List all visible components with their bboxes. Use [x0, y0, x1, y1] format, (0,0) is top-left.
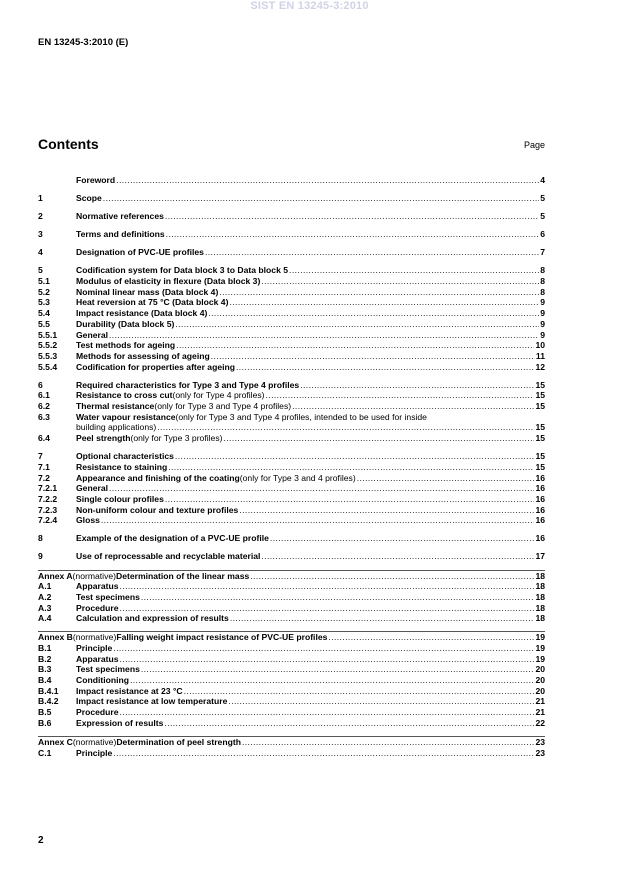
- toc-entry-title: Codification for properties after ageing: [76, 361, 236, 372]
- toc-entry-page: 8: [540, 265, 545, 276]
- toc-entry-page: 6: [540, 229, 545, 240]
- dot-leader: [328, 632, 534, 643]
- toc-entry-page: 16: [535, 515, 545, 526]
- toc-entry-title: Conditioning: [76, 675, 129, 686]
- dot-leader: [165, 494, 535, 505]
- toc-entry[interactable]: [38, 664, 545, 675]
- toc-entry-title: Test specimens: [76, 591, 140, 602]
- toc-entry-number: 6: [38, 379, 43, 390]
- dot-leader: [205, 247, 539, 258]
- toc-entry-page: 16: [535, 504, 545, 515]
- toc-entry-number: 7.2.1: [38, 483, 58, 494]
- toc-entry-number: B.4.2: [38, 696, 59, 707]
- toc-entry-title: Single colour profiles: [76, 493, 164, 504]
- toc-entry-title: Calculation and expression of results: [76, 613, 229, 624]
- dot-leader: [228, 696, 534, 707]
- toc-entry-number: A.1: [38, 581, 52, 592]
- toc-entry-title: Example of the designation of a PVC-UE profile: [76, 533, 269, 544]
- toc-entry[interactable]: [38, 175, 545, 186]
- toc-entry[interactable]: [38, 515, 545, 526]
- toc-entry-number: B.1: [38, 643, 52, 654]
- toc-entry-page: 5: [540, 193, 545, 204]
- toc-entry-page: 18: [535, 581, 545, 592]
- toc-entry[interactable]: [38, 551, 545, 562]
- toc-entry[interactable]: [38, 433, 545, 444]
- toc-entry-number: 3: [38, 229, 43, 240]
- dot-leader: [208, 308, 539, 319]
- dot-leader: [184, 686, 535, 697]
- toc-entry-title: Use of reprocessable and recyclable material: [76, 551, 261, 562]
- toc-entry-title: General: [76, 329, 109, 340]
- toc-entry[interactable]: [38, 297, 545, 308]
- toc-entry-number: 7.2.2: [38, 493, 58, 504]
- dot-leader: [270, 533, 535, 544]
- toc-entry-title: Durability (Data block 5): [76, 318, 175, 329]
- toc-entry[interactable]: [38, 401, 545, 412]
- toc-entry-page: 19: [535, 653, 545, 664]
- toc-entry-page: 10: [535, 340, 545, 351]
- toc-entry[interactable]: [38, 643, 545, 654]
- toc-entry[interactable]: [38, 287, 545, 298]
- toc-entry-title: Terms and definitions: [76, 229, 165, 240]
- toc-entry[interactable]: [38, 330, 545, 341]
- toc-entry-page: 16: [535, 533, 545, 544]
- toc-entry-page: 15: [535, 461, 545, 472]
- toc-entry-title: Test specimens: [76, 664, 140, 675]
- toc-entry-title: Non-uniform colour and texture profiles: [76, 504, 239, 515]
- toc-entry-title: Methods for assessing of ageing: [76, 350, 210, 361]
- toc-entry[interactable]: [38, 340, 545, 351]
- dot-leader: [242, 737, 534, 748]
- contents-title: Contents: [38, 136, 99, 152]
- dot-leader: [261, 276, 539, 287]
- dot-leader: [113, 748, 534, 759]
- annex-label: Annex C: [38, 736, 73, 747]
- toc-entry-page: 15: [535, 422, 545, 433]
- toc-entry[interactable]: [38, 613, 545, 624]
- toc-entry-title: Apparatus: [76, 581, 119, 592]
- toc-entry-number: 2: [38, 211, 43, 222]
- toc-entry-page: 15: [535, 451, 545, 462]
- dot-leader: [229, 297, 539, 308]
- dot-leader: [101, 515, 535, 526]
- toc-entry-number: 6.2: [38, 401, 50, 412]
- dot-leader: [230, 613, 535, 624]
- toc-entry-title: Falling weight impact resistance of PVC-UE profiles: [116, 632, 328, 643]
- toc-entry-number: A.4: [38, 613, 52, 624]
- toc-entry-page: 15: [535, 433, 545, 444]
- toc-entry-note: (only for Type 3 and 4 profiles): [239, 472, 356, 483]
- toc-entry-number: B.6: [38, 717, 52, 728]
- dot-leader: [223, 433, 534, 444]
- toc-entry-page: 21: [535, 696, 545, 707]
- dot-leader: [250, 571, 534, 582]
- toc-entry-title: Determination of the linear mass: [116, 570, 250, 581]
- dot-leader: [165, 211, 539, 222]
- dot-leader: [168, 462, 534, 473]
- dot-leader: [175, 319, 539, 330]
- toc-entry-number: B.4: [38, 675, 52, 686]
- toc-entry-number: 4: [38, 247, 43, 258]
- toc-entry[interactable]: [38, 390, 545, 401]
- toc-entry-number: 8: [38, 533, 43, 544]
- toc-entry[interactable]: [38, 748, 545, 759]
- dot-leader: [164, 718, 534, 729]
- toc-entry-page: 9: [540, 308, 545, 319]
- toc-entry[interactable]: [38, 718, 545, 729]
- dot-leader: [120, 707, 535, 718]
- toc-entry-page: 15: [535, 390, 545, 401]
- toc-entry-number: 9: [38, 551, 43, 562]
- toc-entry-title: Impact resistance at low temperature: [76, 696, 228, 707]
- toc-entry-note: (only for Type 3 and Type 4 profiles): [154, 401, 292, 412]
- dot-leader: [219, 287, 539, 298]
- toc-entry-number: C.1: [38, 747, 52, 758]
- dot-leader: [236, 362, 534, 373]
- toc-entry-note: building applications): [76, 422, 157, 433]
- dot-leader: [141, 592, 535, 603]
- toc-entry[interactable]: [38, 462, 545, 473]
- toc-entry-number: 5.1: [38, 276, 50, 287]
- toc-entry-title: Determination of peel strength: [116, 736, 241, 747]
- toc-entry[interactable]: [38, 533, 545, 544]
- toc-entry[interactable]: [38, 675, 545, 686]
- toc-entry-title: Test methods for ageing: [76, 340, 176, 351]
- toc-entry-page: 23: [535, 736, 545, 747]
- toc-entry[interactable]: [38, 229, 545, 240]
- toc-entry-title: Water vapour resistance: [76, 411, 176, 422]
- dot-leader: [120, 581, 535, 592]
- toc-entry-page: 20: [535, 664, 545, 675]
- toc-entry-page: 18: [535, 613, 545, 624]
- toc-entry-page: 8: [540, 286, 545, 297]
- dot-leader: [289, 265, 539, 276]
- toc-entry-title: Impact resistance at 23 °C: [76, 685, 183, 696]
- dot-leader: [120, 603, 535, 614]
- toc-entry[interactable]: [38, 412, 545, 423]
- toc-entry[interactable]: [38, 265, 545, 276]
- toc-entry-title: Required characteristics for Type 3 and Type 4 profiles: [76, 379, 300, 390]
- toc-entry[interactable]: [38, 581, 545, 592]
- dot-leader: [261, 551, 534, 562]
- dot-leader: [113, 643, 534, 654]
- toc-entry-number: 5: [38, 265, 43, 276]
- toc-entry-page: 11: [535, 350, 545, 361]
- page-column-label: Page: [523, 140, 545, 150]
- toc-entry-number: B.3: [38, 664, 52, 675]
- toc-entry-page: 19: [535, 643, 545, 654]
- toc-entry[interactable]: [38, 380, 545, 391]
- annex-label: Annex A: [38, 570, 73, 581]
- toc-entry-number: 7.2.3: [38, 504, 58, 515]
- toc-entry[interactable]: [38, 696, 545, 707]
- toc-entry-page: 16: [535, 493, 545, 504]
- toc-entry-title: Apparatus: [76, 653, 119, 664]
- toc-entry-number: 5.5.1: [38, 329, 58, 340]
- toc-entry-title: Appearance and finishing of the coating: [76, 472, 240, 483]
- toc-entry-page: 15: [535, 379, 545, 390]
- toc-entry[interactable]: [38, 631, 545, 643]
- toc-entry[interactable]: [38, 603, 545, 614]
- dot-leader: [239, 505, 534, 516]
- toc-entry-title: Designation of PVC-UE profiles: [76, 247, 204, 258]
- dot-leader: [266, 390, 535, 401]
- toc-entry-page: 18: [535, 570, 545, 581]
- toc-entry[interactable]: [38, 276, 545, 287]
- dot-leader: [109, 330, 539, 341]
- dot-leader: [211, 351, 535, 362]
- dot-leader: [157, 422, 534, 433]
- toc-entry[interactable]: [38, 247, 545, 258]
- toc-entry-number: 5.3: [38, 297, 50, 308]
- toc-entry-number: B.2: [38, 653, 52, 664]
- toc-entry-number: B.5: [38, 707, 52, 718]
- dot-leader: [300, 380, 534, 391]
- toc-entry-title: Principle: [76, 643, 113, 654]
- toc-entry-title: Procedure: [76, 707, 119, 718]
- toc-entry-title: Thermal resistance: [76, 401, 155, 412]
- toc-entry-number: 5.5.4: [38, 361, 58, 372]
- toc-entry-page: 19: [535, 632, 545, 643]
- toc-entry-page: 20: [535, 685, 545, 696]
- toc-entry-number: 5.4: [38, 308, 50, 319]
- toc-entry[interactable]: [38, 494, 545, 505]
- table-of-contents: [38, 175, 545, 758]
- toc-entry-page: 20: [535, 675, 545, 686]
- toc-entry-title: Nominal linear mass (Data block 4): [76, 286, 219, 297]
- toc-entry-page: 18: [535, 602, 545, 613]
- dot-leader: [175, 451, 535, 462]
- toc-entry-page: 23: [535, 747, 545, 758]
- toc-entry-note: (only for Type 3 and Type 4 profiles, intended to be used for inside: [175, 411, 427, 422]
- toc-entry[interactable]: [38, 707, 545, 718]
- toc-entry-number: 6.3: [38, 411, 50, 422]
- dot-leader: [103, 193, 539, 204]
- toc-entry-title: Normative references: [76, 211, 164, 222]
- toc-entry[interactable]: [38, 211, 545, 222]
- toc-entry-title: Impact resistance (Data block 4): [76, 308, 208, 319]
- toc-entry-page: 5: [540, 211, 545, 222]
- dot-leader: [357, 473, 535, 484]
- toc-entry[interactable]: [38, 483, 545, 494]
- toc-entry[interactable]: [38, 654, 545, 665]
- toc-entry-page: 16: [535, 472, 545, 483]
- toc-entry-page: 9: [540, 318, 545, 329]
- toc-entry-page: 15: [535, 401, 545, 412]
- toc-entry-page: 17: [535, 551, 545, 562]
- toc-entry-continuation[interactable]: [38, 422, 545, 433]
- toc-entry-title: Peel strength: [76, 433, 131, 444]
- watermark: SIST EN 13245-3:2010: [250, 0, 369, 12]
- toc-entry-title: Foreword: [76, 174, 116, 185]
- toc-entry[interactable]: [38, 686, 545, 697]
- toc-entry-page: 16: [535, 483, 545, 494]
- toc-entry-title: General: [76, 483, 109, 494]
- annex-normative-note: (normative): [72, 632, 117, 643]
- dot-leader: [120, 654, 535, 665]
- toc-entry-page: 9: [540, 329, 545, 340]
- toc-entry-number: 6.1: [38, 390, 50, 401]
- dot-leader: [141, 664, 535, 675]
- toc-entry[interactable]: [38, 592, 545, 603]
- toc-entry[interactable]: [38, 451, 545, 462]
- toc-entry-page: 9: [540, 297, 545, 308]
- toc-entry-title: Procedure: [76, 602, 119, 613]
- dot-leader: [130, 675, 534, 686]
- standard-header: EN 13245-3:2010 (E): [38, 37, 129, 48]
- toc-entry-page: 7: [540, 247, 545, 258]
- toc-entry-number: 5.5: [38, 318, 50, 329]
- toc-entry-page: 4: [540, 174, 545, 185]
- toc-entry-page: 22: [535, 717, 545, 728]
- toc-entry[interactable]: [38, 351, 545, 362]
- toc-entry[interactable]: [38, 473, 545, 484]
- annex-normative-note: (normative): [72, 736, 117, 747]
- dot-leader: [116, 175, 539, 186]
- toc-entry-title: Resistance to cross cut: [76, 390, 173, 401]
- toc-entry-page: 21: [535, 707, 545, 718]
- toc-entry-page: 18: [535, 591, 545, 602]
- toc-entry-number: 5.2: [38, 286, 50, 297]
- toc-entry-number: 1: [38, 193, 43, 204]
- toc-entry-title: Scope: [76, 193, 102, 204]
- toc-entry[interactable]: [38, 319, 545, 330]
- toc-entry[interactable]: [38, 308, 545, 319]
- dot-leader: [176, 340, 534, 351]
- toc-entry-title: Resistance to staining: [76, 461, 168, 472]
- toc-entry-number: A.2: [38, 591, 52, 602]
- toc-entry[interactable]: [38, 193, 545, 204]
- toc-entry-number: B.4.1: [38, 685, 59, 696]
- toc-entry-title: Gloss: [76, 515, 100, 526]
- dot-leader: [292, 401, 534, 412]
- annex-normative-note: (normative): [72, 570, 117, 581]
- toc-entry-number: 7.2: [38, 472, 50, 483]
- toc-entry[interactable]: [38, 505, 545, 516]
- toc-entry-title: Optional characteristics: [76, 451, 174, 462]
- annex-label: Annex B: [38, 632, 73, 643]
- toc-entry-page: 12: [535, 361, 545, 372]
- toc-entry[interactable]: [38, 736, 545, 748]
- toc-entry[interactable]: [38, 570, 545, 582]
- toc-entry-number: 5.5.3: [38, 350, 58, 361]
- toc-entry-number: 5.5.2: [38, 340, 58, 351]
- toc-entry-note: (only for Type 3 profiles): [130, 433, 223, 444]
- toc-entry-page: 8: [540, 276, 545, 287]
- toc-entry-note: (only for Type 4 profiles): [172, 390, 265, 401]
- toc-entry-title: Modulus of elasticity in flexure (Data block 3): [76, 276, 261, 287]
- toc-entry-title: Heat reversion at 75 °C (Data block 4): [76, 297, 229, 308]
- toc-entry-title: Principle: [76, 747, 113, 758]
- dot-leader: [166, 229, 540, 240]
- dot-leader: [109, 483, 534, 494]
- toc-entry-number: 7.2.4: [38, 515, 58, 526]
- toc-entry-number: 7: [38, 451, 43, 462]
- toc-entry-title: Expression of results: [76, 717, 164, 728]
- toc-entry-number: 7.1: [38, 461, 50, 472]
- toc-entry-title: Codification system for Data block 3 to Data block 5: [76, 265, 289, 276]
- toc-entry-number: A.3: [38, 602, 52, 613]
- toc-entry-number: 6.4: [38, 433, 50, 444]
- page-number: 2: [38, 835, 44, 846]
- toc-entry[interactable]: [38, 362, 545, 373]
